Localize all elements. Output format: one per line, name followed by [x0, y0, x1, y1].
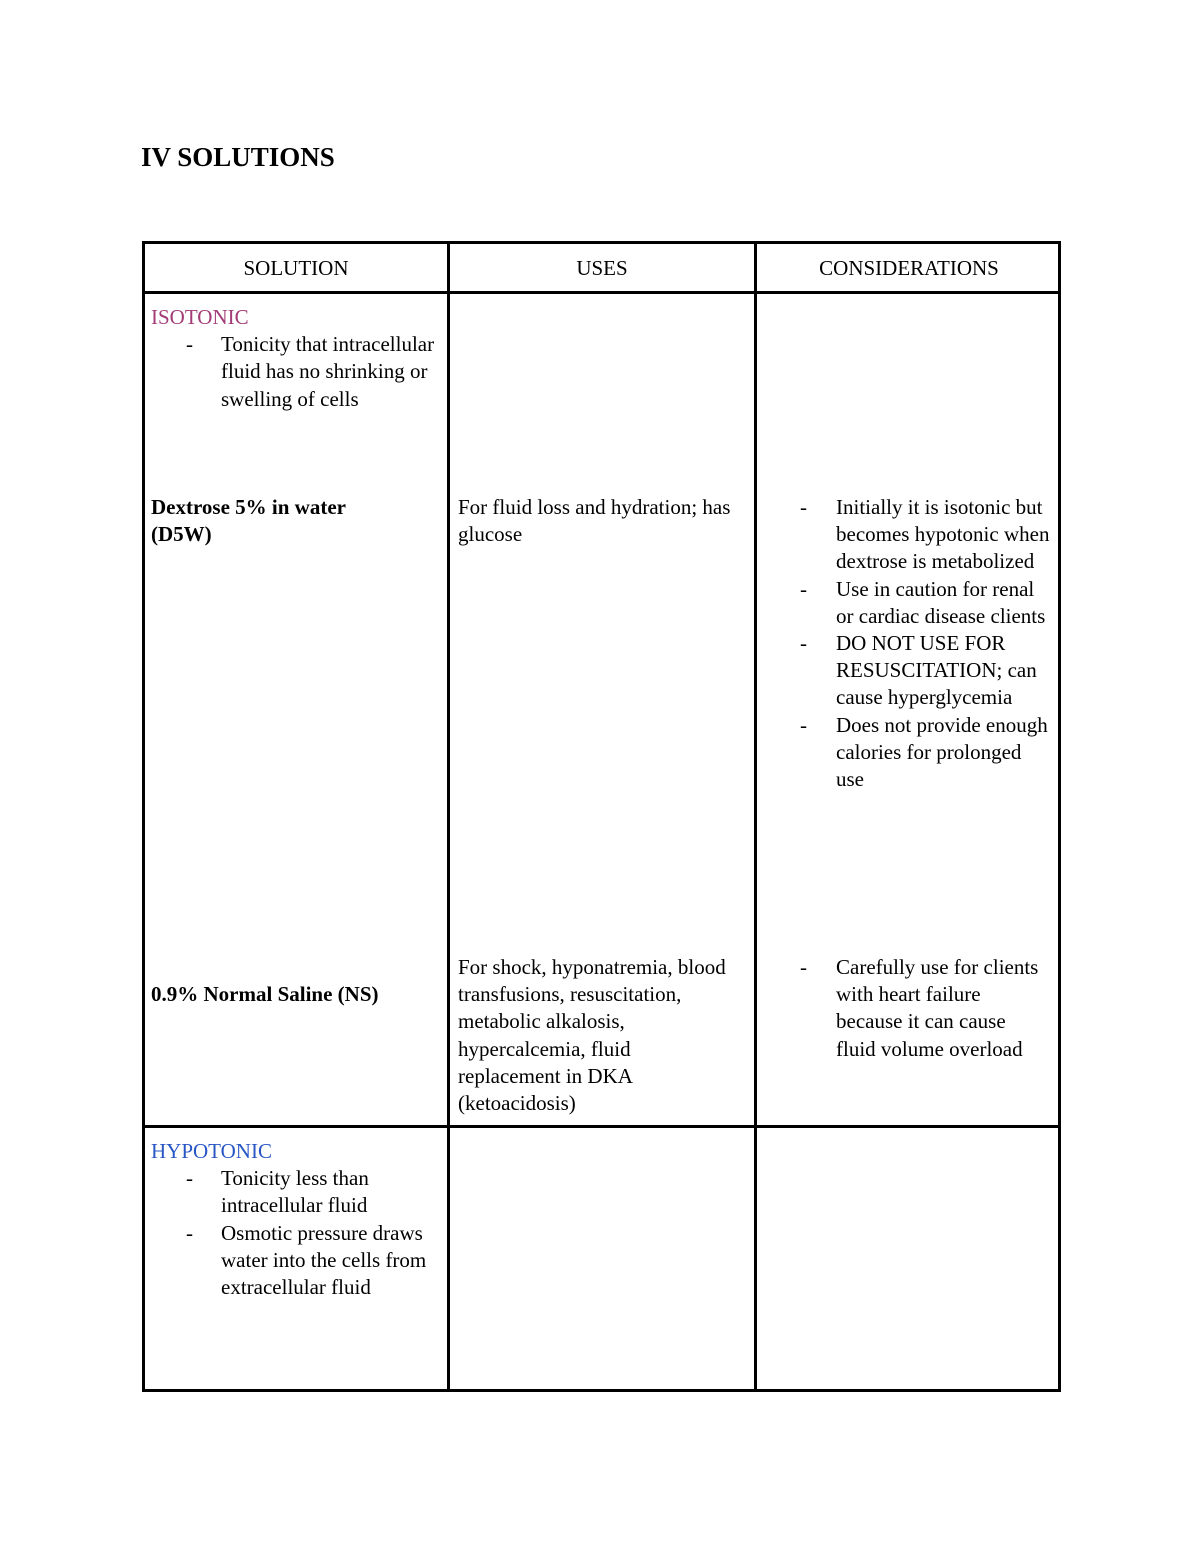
isotonic-heading: ISOTONIC	[151, 305, 249, 329]
list-item: - Tonicity less than intracellular fluid	[151, 1165, 441, 1219]
row-divider	[145, 1125, 1058, 1128]
column-header-uses: USES	[576, 256, 628, 280]
isotonic-description-list	[151, 331, 441, 413]
isotonic-section	[151, 304, 441, 413]
list-item: - DO NOT USE FOR RESUSCITATION; can cause hyperglycemia	[800, 630, 1050, 712]
column-divider	[754, 244, 757, 1389]
list-item: - Use in caution for renal or cardiac disease clients	[800, 576, 1050, 630]
hypotonic-heading: HYPOTONIC	[151, 1139, 272, 1163]
hypotonic-description-list	[151, 1165, 441, 1301]
list-item: - Tonicity that intracellular fluid has no shrinking or swelling of cells	[151, 331, 441, 413]
column-divider	[447, 244, 450, 1389]
header-divider	[145, 291, 1058, 294]
ns-name: 0.9% Normal Saline (NS)	[151, 982, 379, 1006]
list-item: - Does not provide enough calories for prolonged use	[800, 712, 1050, 794]
list-item: - Carefully use for clients with heart failure because it can cause fluid volume overload	[800, 954, 1050, 1063]
hypotonic-section	[151, 1138, 441, 1301]
d5w-considerations	[800, 494, 1050, 793]
iv-solutions-table	[142, 241, 1061, 1392]
list-item: - Initially it is isotonic but becomes hypotonic when dextrose is metabolized	[800, 494, 1050, 576]
ns-considerations	[800, 954, 1050, 1063]
ns-uses: For shock, hyponatremia, blood transfusions, resuscitation, metabolic alkalosis, hypercalcemia, fluid replacement in DKA (ketoacidosis)	[458, 955, 726, 1116]
page-title: IV SOLUTIONS	[141, 142, 335, 172]
column-header-considerations: CONSIDERATIONS	[819, 256, 999, 280]
column-header-solution: SOLUTION	[243, 256, 349, 280]
d5w-uses: For fluid loss and hydration; has glucose	[458, 495, 731, 547]
list-item: - Osmotic pressure draws water into the cells from extracellular fluid	[151, 1220, 441, 1302]
d5w-name: Dextrose 5% in water (D5W)	[151, 495, 346, 547]
